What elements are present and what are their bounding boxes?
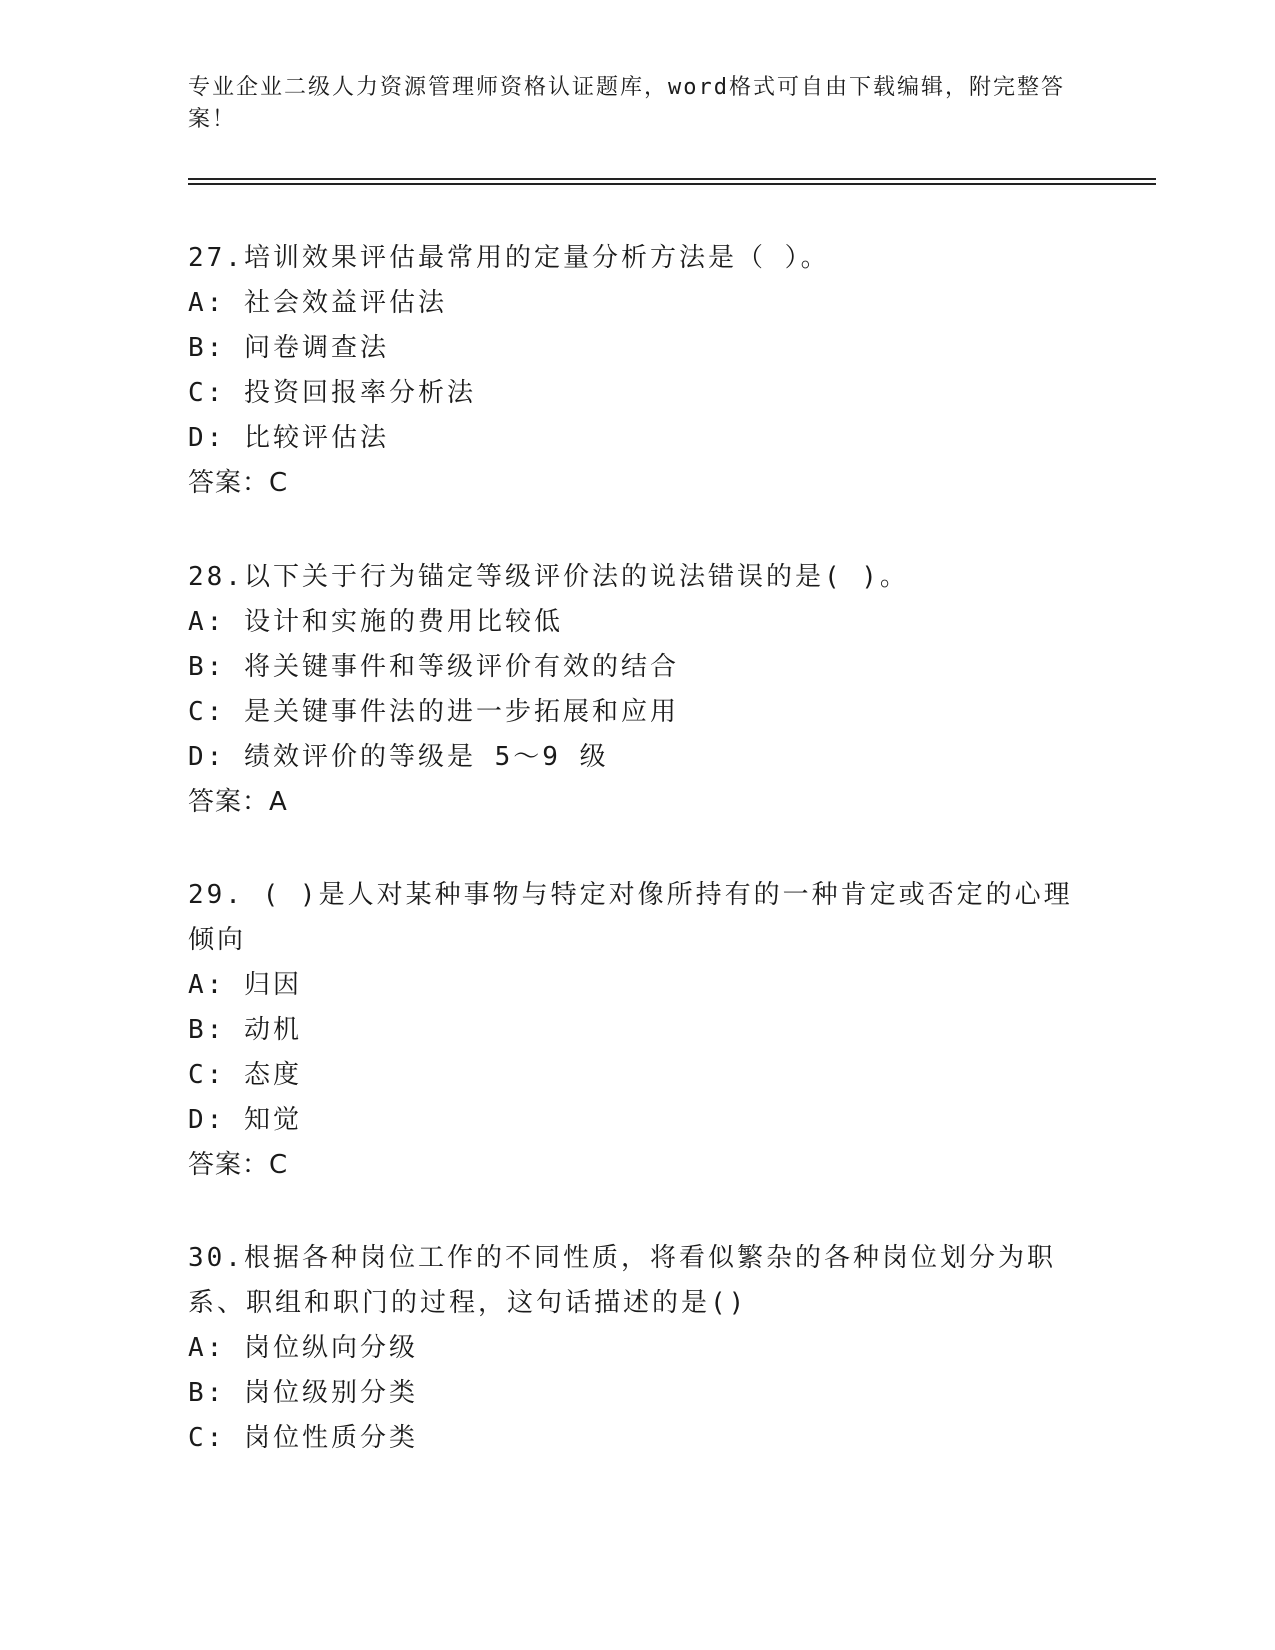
answer-line: 答案：A — [188, 787, 288, 817]
header-divider-bottom — [188, 183, 1156, 185]
option-list — [188, 600, 1088, 780]
option-a: A: 归因 — [188, 970, 302, 1000]
question-29 — [188, 873, 1088, 1188]
option-b: B: 将关键事件和等级评价有效的结合 — [188, 652, 679, 682]
option-d: D: 比较评估法 — [188, 423, 389, 453]
header-divider-top — [188, 178, 1156, 180]
question-27 — [188, 236, 1088, 506]
option-c: C: 投资回报率分析法 — [188, 378, 476, 408]
answer-line: 答案：C — [188, 468, 289, 498]
option-d: D: 知觉 — [188, 1105, 302, 1135]
question-28 — [188, 555, 1088, 825]
question-stem: 29. ( )是人对某种事物与特定对像所持有的一种肯定或否定的心理倾向 — [188, 880, 1073, 955]
option-c: C: 态度 — [188, 1060, 302, 1090]
option-list — [188, 1326, 1088, 1461]
option-a: A: 社会效益评估法 — [188, 288, 447, 318]
option-b: B: 动机 — [188, 1015, 302, 1045]
option-b: B: 岗位级别分类 — [188, 1378, 418, 1408]
option-list — [188, 963, 1088, 1143]
question-stem: 30.根据各种岗位工作的不同性质，将看似繁杂的各种岗位划分为职系、职组和职门的过程，这句话描述的是() — [188, 1243, 1056, 1318]
question-stem: 28.以下关于行为锚定等级评价法的说法错误的是( )。 — [188, 562, 909, 592]
option-d: D: 绩效评价的等级是 5～9 级 — [188, 742, 609, 772]
option-a: A: 岗位纵向分级 — [188, 1333, 418, 1363]
option-c: C: 是关键事件法的进一步拓展和应用 — [188, 697, 679, 727]
option-list — [188, 281, 1088, 461]
document-header: 专业企业二级人力资源管理师资格认证题库，word格式可自由下载编辑，附完整答案！ — [188, 75, 1065, 132]
question-30 — [188, 1236, 1088, 1461]
option-c: C: 岗位性质分类 — [188, 1423, 418, 1453]
option-a: A: 设计和实施的费用比较低 — [188, 607, 563, 637]
question-stem: 27.培训效果评估最常用的定量分析方法是（ ）。 — [188, 243, 830, 273]
option-b: B: 问卷调查法 — [188, 333, 389, 363]
answer-line: 答案：C — [188, 1150, 289, 1180]
